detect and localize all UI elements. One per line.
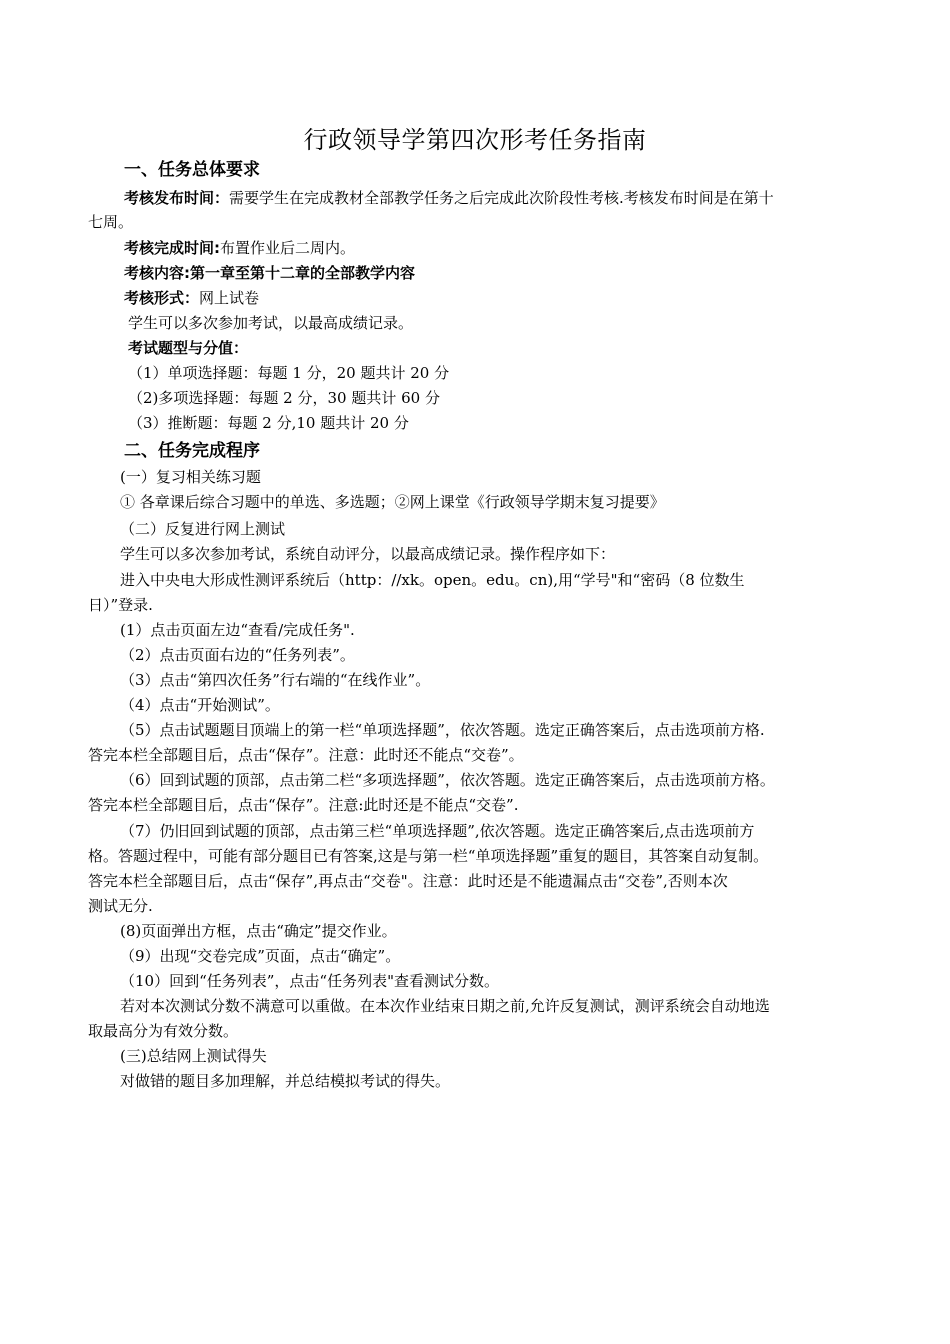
step-5-line-1: （5）点击试题题目顶端上的第一栏“单项选择题”，依次答题。选定正确答案后，点击选项前方格.: [120, 721, 765, 739]
type-1: （1）单项选择题：每题 1 分，20 题共计 20 分: [128, 364, 450, 382]
release-time-cont: 七周。: [88, 213, 134, 231]
release-time-text: 需要学生在完成教材全部教学任务之后完成此次阶段性考核.考核发布时间是在第十: [229, 189, 774, 207]
complete-time-text: 布置作业后二周内。: [220, 239, 356, 257]
sub-heading-2: （二）反复进行网上测试: [120, 520, 286, 538]
step-5-line-2: 答完本栏全部题目后，点击“保存”。注意：此时还不能点“交卷”。: [88, 746, 524, 764]
sub1-text: ① 各章课后综合习题中的单选、多选题；②网上课堂《行政领导学期末复习提要》: [120, 493, 665, 511]
step-8: (8)页面弹出方框，点击“确定”提交作业。: [120, 922, 397, 940]
sub-heading-3: (三)总结网上测试得失: [120, 1047, 267, 1065]
step-10: （10）回到“任务列表”，点击“任务列表"查看测试分数。: [120, 972, 499, 990]
types-label: 考试题型与分值：: [128, 339, 249, 357]
login-line-2: 日）”登录.: [88, 596, 153, 614]
sub-heading-1: (一）复习相关练习题: [120, 468, 261, 486]
type-3: （3）推断题：每题 2 分,10 题共计 20 分: [128, 414, 409, 432]
step-7-line-3: 答完本栏全部题目后，点击“保存”,再点击“交卷"。注意：此时还是不能遗漏点击“交卷”,否则本次: [88, 872, 728, 890]
section-heading-2: 二、任务完成程序: [124, 441, 260, 461]
release-time-line: [124, 188, 774, 208]
step-9: （9）出现“交卷完成”页面，点击“确定”。: [120, 947, 401, 965]
page-title: 行政领导学第四次形考任务指南: [303, 126, 647, 154]
sub2-intro: 学生可以多次参加考试，系统自动评分，以最高成绩记录。操作程序如下：: [120, 545, 616, 563]
step-3: （3）点击“第四次任务”行右端的“在线作业”。: [120, 671, 431, 689]
form-line: [124, 288, 259, 308]
retake-line: 学生可以多次参加考试，以最高成绩记录。: [128, 314, 414, 332]
form-label: 考核形式：: [124, 289, 200, 307]
sub3-text: 对做错的题目多加理解，并总结模拟考试的得失。: [120, 1072, 451, 1090]
login-line-1: 进入中央电大形成性测评系统后（http：//xk。open。edu。cn),用“学号"和“密码（8 位数生: [120, 571, 745, 589]
step-1: (1）点击页面左边“查看/完成任务".: [120, 621, 355, 639]
step-7-line-2: 格。答题过程中，可能有部分题目已有答案,这是与第一栏“单项选择题”重复的题目，其答案自动复制。: [88, 847, 769, 865]
step-6-line-1: （6）回到试题的顶部，点击第二栏“多项选择题”，依次答题。选定正确答案后，点击选项前方格。: [120, 771, 775, 789]
step-7-line-1: （7）仍旧回到试题的顶部，点击第三栏“单项选择题”,依次答题。选定正确答案后,点击选项前方: [120, 822, 755, 840]
form-text: 网上试卷: [199, 289, 260, 307]
step-4: （4）点击“开始测试”。: [120, 696, 280, 714]
complete-time-line: [124, 238, 355, 258]
step-2: （2）点击页面右边的“任务列表”。: [120, 646, 355, 664]
redo-line-1: 若对本次测试分数不满意可以重做。在本次作业结束日期之前,允许反复测试，测评系统会自动地选: [120, 997, 770, 1015]
content-line: 考核内容:第一章至第十二章的全部教学内容: [124, 264, 416, 282]
step-6-line-2: 答完本栏全部题目后，点击“保存”。注意:此时还是不能点“交卷”.: [88, 796, 519, 814]
release-time-label: 考核发布时间：: [124, 189, 230, 207]
redo-line-2: 取最高分为有效分数。: [88, 1022, 239, 1040]
step-7-line-4: 测试无分.: [88, 897, 153, 915]
section-heading-1: 一、任务总体要求: [124, 160, 260, 180]
type-2: （2)多项选择题：每题 2 分，30 题共计 60 分: [128, 389, 440, 407]
complete-time-label: 考核完成时间:: [124, 239, 220, 257]
